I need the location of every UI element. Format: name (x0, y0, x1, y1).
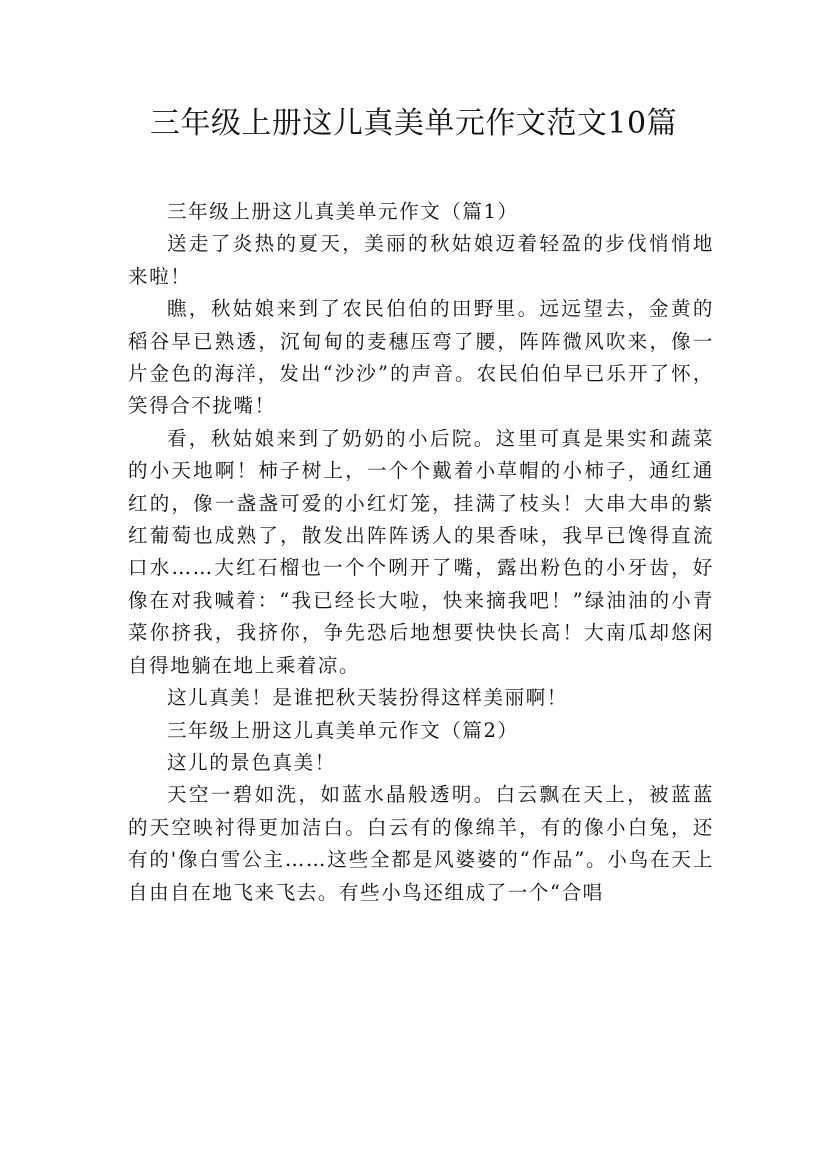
paragraph: 瞧，秋姑娘来到了农民伯伯的田野里。远远望去，金黄的稻谷早已熟透，沉甸甸的麦穗压弯了腰，阵阵微风吹来，像一片金色的海洋，发出“沙沙”的声音。农民伯伯早已乐开了怀，笑得合不拢嘴！ (128, 297, 714, 418)
paragraph: 这儿的景色真美！ (167, 750, 336, 774)
document-title: 三年级上册这儿真美单元作文范文10篇 (149, 106, 678, 141)
paragraph: 天空一碧如洗，如蓝水晶般透明。白云飘在天上，被蓝蓝的天空映衬得更加洁白。白云有的像绵羊，有的像小白兔，还有的'像白雪公主……这些全都是风婆婆的“作品”。小鸟在天上自由自在地飞来飞去。有些小鸟还组成了一个“合唱 (128, 783, 714, 904)
paragraph: 送走了炎热的夏天，美丽的秋姑娘迈着轻盈的步伐悄悄地来啦！ (128, 232, 714, 288)
document-body (128, 196, 714, 909)
essay-heading-1: 三年级上册这儿真美单元作文（篇1） (167, 200, 519, 223)
paragraph: 看，秋姑娘来到了奶奶的小后院。这里可真是果实和蔬菜的小天地啊！柿子树上，一个个戴着小草帽的小柿子，通红通红的，像一盏盏可爱的小红灯笼，挂满了枝头！大串大串的紫红葡萄也成熟了，散发出阵阵诱人的果香味，我早已馋得直流口水……大红石榴也一个个咧开了嘴，露出粉色的小牙齿，好像在对我喊着：“我已经长大啦，快来摘我吧！”绿油油的小青菜你挤我，我挤你，争先恐后地想要快快长高！大南瓜却悠闲自得地躺在地上乘着凉。 (128, 426, 714, 677)
essay-heading-2: 三年级上册这儿真美单元作文（篇2） (167, 718, 519, 742)
paragraph: 这儿真美！是谁把秋天装扮得这样美丽啊！ (167, 686, 568, 710)
